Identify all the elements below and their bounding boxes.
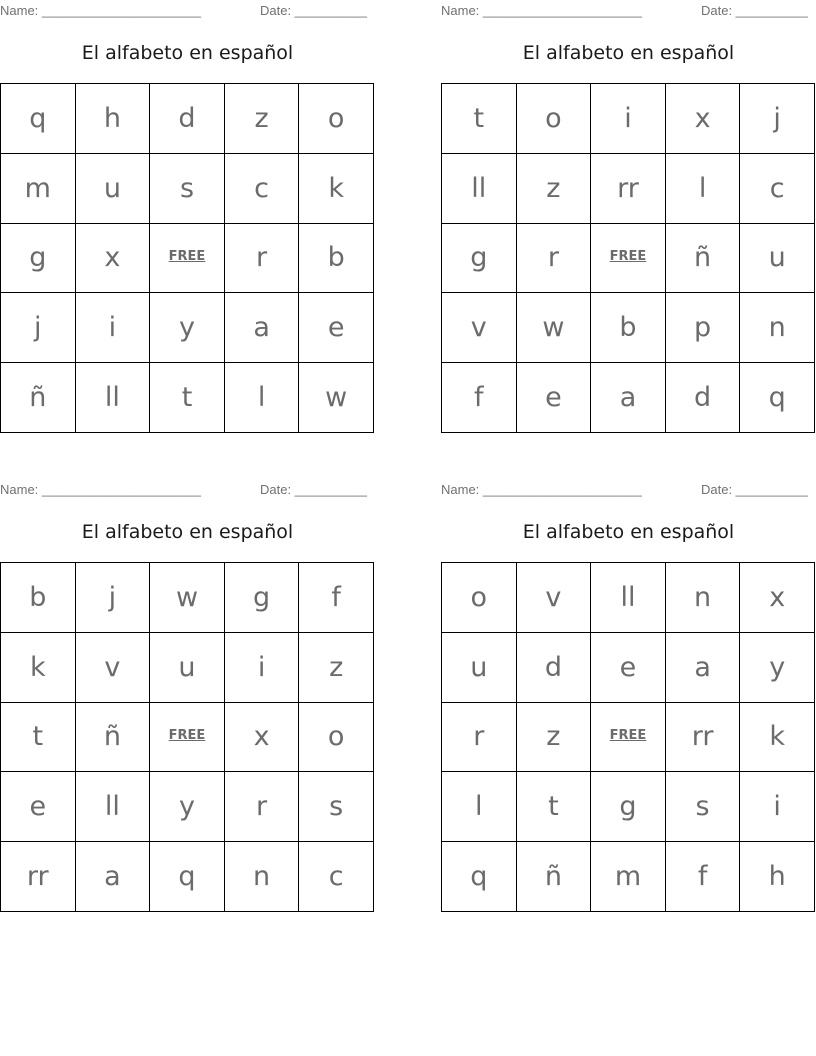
- letter-cell: k: [299, 154, 374, 224]
- letter-cell: a: [76, 842, 151, 912]
- letter-cell: r: [225, 224, 300, 294]
- letter-cell: r: [517, 224, 592, 294]
- letter-cell: g: [225, 563, 300, 633]
- card-title: El alfabeto en español: [81, 521, 294, 543]
- letter-cell: n: [225, 842, 300, 912]
- bingo-grid: [441, 562, 815, 912]
- letter-cell: m: [1, 154, 76, 224]
- letter-cell: c: [299, 842, 374, 912]
- letter-cell: o: [517, 84, 592, 154]
- letter-cell: q: [442, 842, 517, 912]
- letter-cell: o: [299, 703, 374, 773]
- letter-cell: b: [299, 224, 374, 294]
- letter-cell: x: [76, 224, 151, 294]
- letter-cell: w: [517, 293, 592, 363]
- letter-cell: h: [76, 84, 151, 154]
- bingo-grid: [441, 83, 815, 433]
- letter-cell: t: [150, 363, 225, 433]
- letter-cell: rr: [666, 703, 741, 773]
- letter-cell: ñ: [76, 703, 151, 773]
- letter-cell: k: [740, 703, 815, 773]
- letter-cell: n: [740, 293, 815, 363]
- card-header: [0, 482, 375, 498]
- bingo-card-4: [441, 479, 816, 919]
- letter-cell: q: [150, 842, 225, 912]
- letter-cell: rr: [1, 842, 76, 912]
- bingo-card-1: [0, 0, 375, 440]
- name-label: Name: ______________________: [441, 482, 642, 497]
- letter-cell: a: [591, 363, 666, 433]
- letter-cell: l: [225, 363, 300, 433]
- letter-cell: z: [225, 84, 300, 154]
- letter-cell: e: [1, 772, 76, 842]
- card-title: El alfabeto en español: [522, 521, 735, 543]
- letter-cell: q: [1, 84, 76, 154]
- letter-cell: t: [517, 772, 592, 842]
- letter-cell: j: [1, 293, 76, 363]
- letter-cell: p: [666, 293, 741, 363]
- letter-cell: u: [442, 633, 517, 703]
- letter-cell: ll: [76, 363, 151, 433]
- letter-cell: i: [591, 84, 666, 154]
- letter-cell: i: [225, 633, 300, 703]
- letter-cell: t: [1, 703, 76, 773]
- name-label: Name: ______________________: [441, 3, 642, 18]
- letter-cell: d: [517, 633, 592, 703]
- name-label: Name: ______________________: [0, 482, 201, 497]
- free-space-cell: FREE: [150, 703, 225, 773]
- letter-cell: k: [1, 633, 76, 703]
- letter-cell: g: [1, 224, 76, 294]
- letter-cell: m: [591, 842, 666, 912]
- letter-cell: y: [150, 772, 225, 842]
- letter-cell: c: [740, 154, 815, 224]
- letter-cell: e: [517, 363, 592, 433]
- letter-cell: a: [666, 633, 741, 703]
- free-space-cell: FREE: [591, 224, 666, 294]
- letter-cell: z: [517, 703, 592, 773]
- letter-cell: ll: [442, 154, 517, 224]
- date-label: Date: __________: [701, 3, 808, 18]
- letter-cell: b: [591, 293, 666, 363]
- letter-cell: o: [442, 563, 517, 633]
- letter-cell: g: [591, 772, 666, 842]
- letter-cell: e: [299, 293, 374, 363]
- letter-cell: x: [740, 563, 815, 633]
- letter-cell: a: [225, 293, 300, 363]
- letter-cell: j: [740, 84, 815, 154]
- letter-cell: u: [76, 154, 151, 224]
- letter-cell: s: [150, 154, 225, 224]
- letter-cell: ñ: [517, 842, 592, 912]
- bingo-grid: [0, 83, 374, 433]
- letter-cell: v: [517, 563, 592, 633]
- bingo-grid: [0, 562, 374, 912]
- letter-cell: t: [442, 84, 517, 154]
- letter-cell: e: [591, 633, 666, 703]
- letter-cell: f: [299, 563, 374, 633]
- letter-cell: q: [740, 363, 815, 433]
- card-header: [441, 482, 816, 498]
- letter-cell: rr: [591, 154, 666, 224]
- letter-cell: h: [740, 842, 815, 912]
- date-label: Date: __________: [260, 3, 367, 18]
- letter-cell: c: [225, 154, 300, 224]
- letter-cell: z: [299, 633, 374, 703]
- letter-cell: v: [76, 633, 151, 703]
- date-label: Date: __________: [701, 482, 808, 497]
- letter-cell: w: [150, 563, 225, 633]
- letter-cell: g: [442, 224, 517, 294]
- letter-cell: l: [442, 772, 517, 842]
- card-header: [0, 3, 375, 19]
- letter-cell: f: [442, 363, 517, 433]
- letter-cell: i: [740, 772, 815, 842]
- date-label: Date: __________: [260, 482, 367, 497]
- letter-cell: r: [442, 703, 517, 773]
- letter-cell: w: [299, 363, 374, 433]
- card-title: El alfabeto en español: [81, 42, 294, 64]
- letter-cell: x: [666, 84, 741, 154]
- letter-cell: d: [150, 84, 225, 154]
- letter-cell: j: [76, 563, 151, 633]
- letter-cell: u: [150, 633, 225, 703]
- letter-cell: u: [740, 224, 815, 294]
- bingo-card-2: [441, 0, 816, 440]
- letter-cell: f: [666, 842, 741, 912]
- bingo-card-3: [0, 479, 375, 919]
- letter-cell: s: [299, 772, 374, 842]
- name-label: Name: ______________________: [0, 3, 201, 18]
- letter-cell: z: [517, 154, 592, 224]
- letter-cell: y: [740, 633, 815, 703]
- letter-cell: ll: [76, 772, 151, 842]
- letter-cell: y: [150, 293, 225, 363]
- letter-cell: r: [225, 772, 300, 842]
- letter-cell: x: [225, 703, 300, 773]
- letter-cell: b: [1, 563, 76, 633]
- free-space-cell: FREE: [591, 703, 666, 773]
- letter-cell: ñ: [1, 363, 76, 433]
- free-space-cell: FREE: [150, 224, 225, 294]
- letter-cell: o: [299, 84, 374, 154]
- letter-cell: d: [666, 363, 741, 433]
- letter-cell: i: [76, 293, 151, 363]
- card-header: [441, 3, 816, 19]
- letter-cell: ll: [591, 563, 666, 633]
- letter-cell: l: [666, 154, 741, 224]
- letter-cell: s: [666, 772, 741, 842]
- card-title: El alfabeto en español: [522, 42, 735, 64]
- letter-cell: n: [666, 563, 741, 633]
- letter-cell: v: [442, 293, 517, 363]
- letter-cell: ñ: [666, 224, 741, 294]
